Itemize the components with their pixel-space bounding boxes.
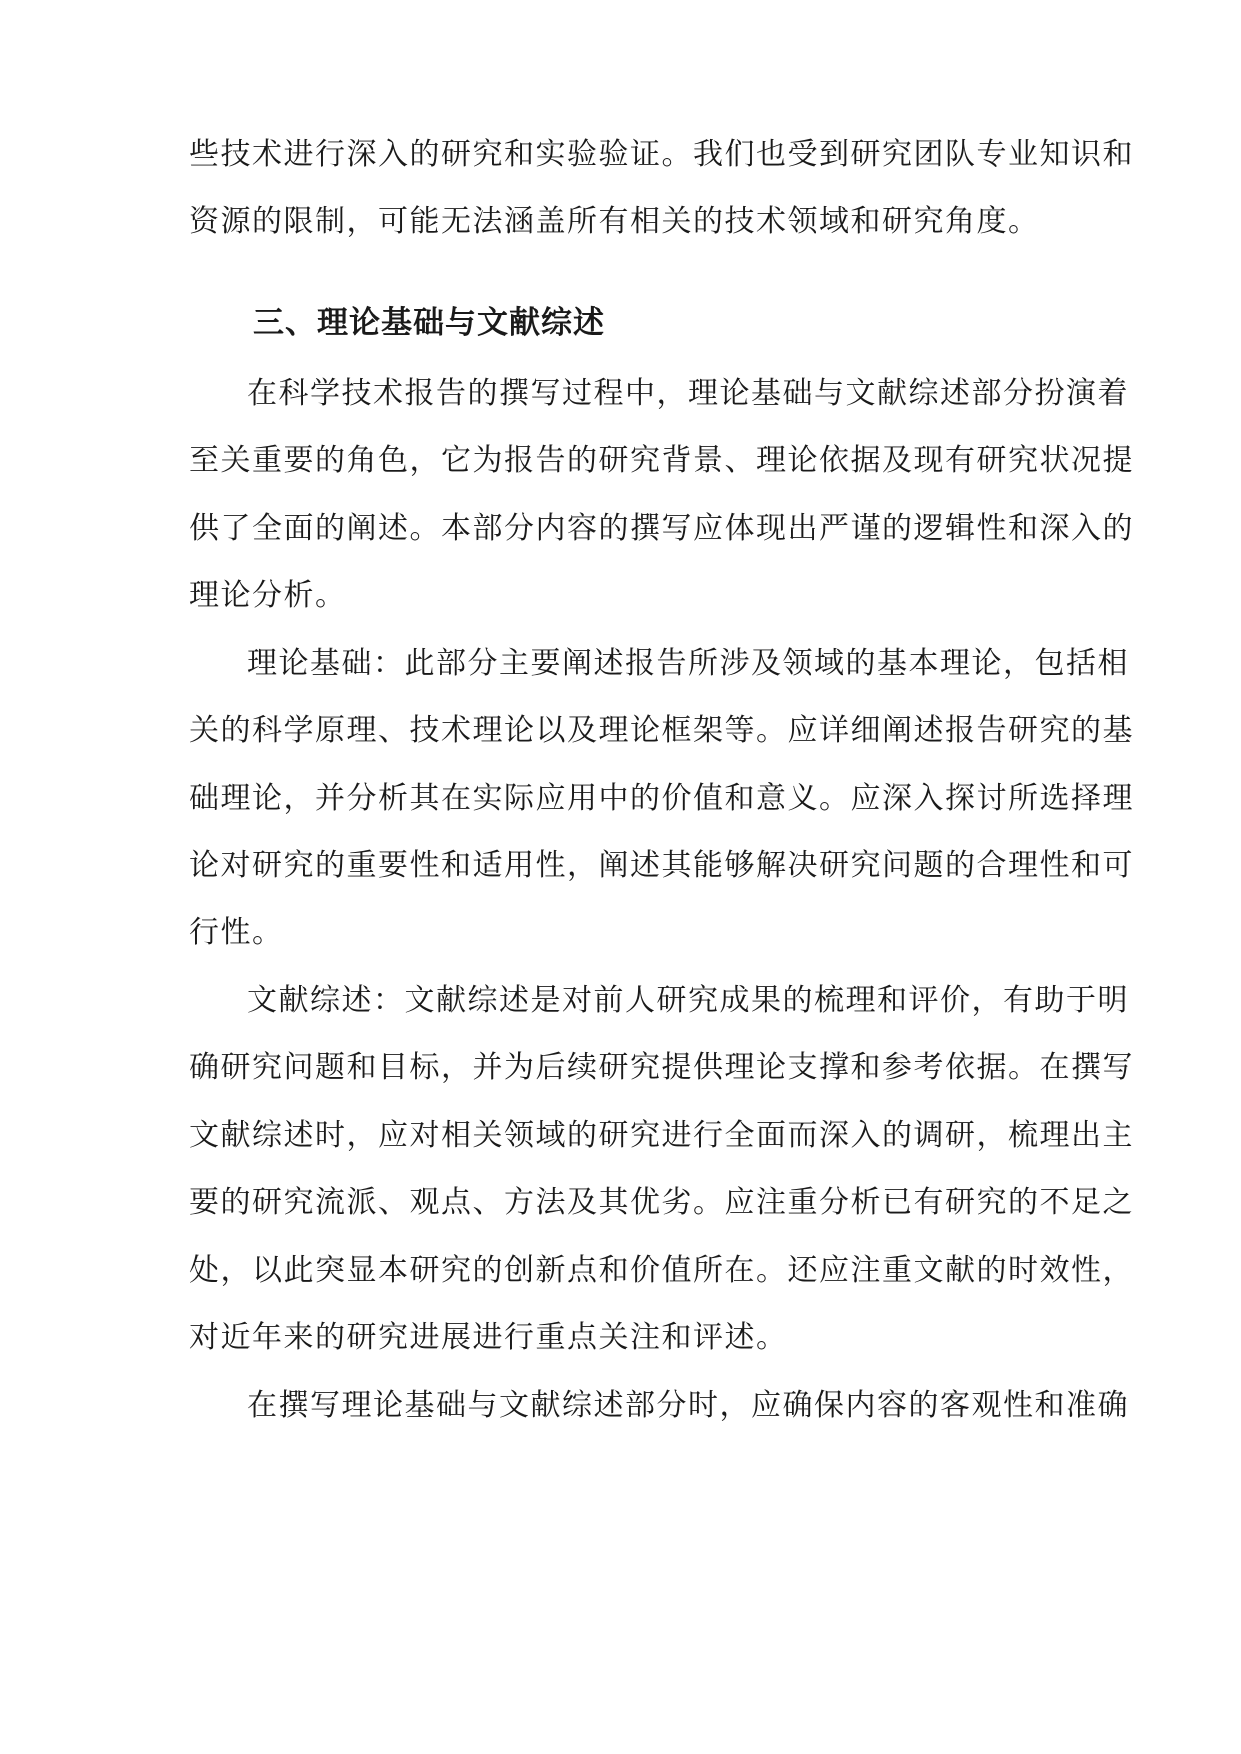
paragraph-line: 对近年来的研究进展进行重点关注和评述。 [189,1320,788,1355]
paragraph-line: 理论分析。 [189,578,347,613]
paragraph-line: 处，以此突显本研究的创新点和价值所在。还应注重文献的时效性， [189,1253,1134,1288]
section-heading: 三、理论基础与文献综述 [253,305,605,341]
paragraph-line: 供了全面的阐述。本部分内容的撰写应体现出严谨的逻辑性和深入的 [189,511,1134,546]
paragraph-line: 些技术进行深入的研究和实验验证。我们也受到研究团队专业知识和 [189,137,1134,172]
paragraph-line: 要的研究流派、观点、方法及其优劣。应注重分析已有研究的不足之 [189,1185,1134,1220]
paragraph-line: 在科学技术报告的撰写过程中，理论基础与文献综述部分扮演着 [247,376,1129,411]
paragraph-line: 关的科学原理、技术理论以及理论框架等。应详细阐述报告研究的基 [189,713,1134,748]
paragraph-line: 至关重要的角色，它为报告的研究背景、理论依据及现有研究状况提 [189,443,1134,478]
paragraph-line: 在撰写理论基础与文献综述部分时，应确保内容的客观性和准确 [247,1388,1129,1423]
paragraph-line: 础理论，并分析其在实际应用中的价值和意义。应深入探讨所选择理 [189,781,1134,816]
paragraph-line: 确研究问题和目标，并为后续研究提供理论支撑和参考依据。在撰写 [189,1050,1134,1085]
paragraph-line: 理论基础：此部分主要阐述报告所涉及领域的基本理论，包括相 [247,646,1129,681]
paragraph-line: 论对研究的重要性和适用性，阐述其能够解决研究问题的合理性和可 [189,848,1134,883]
paragraph-line: 资源的限制，可能无法涵盖所有相关的技术领域和研究角度。 [189,204,1040,239]
paragraph-line: 行性。 [189,915,284,950]
paragraph-line: 文献综述：文献综述是对前人研究成果的梳理和评价，有助于明 [247,983,1129,1018]
paragraph-line: 文献综述时，应对相关领域的研究进行全面而深入的调研，梳理出主 [189,1118,1134,1153]
